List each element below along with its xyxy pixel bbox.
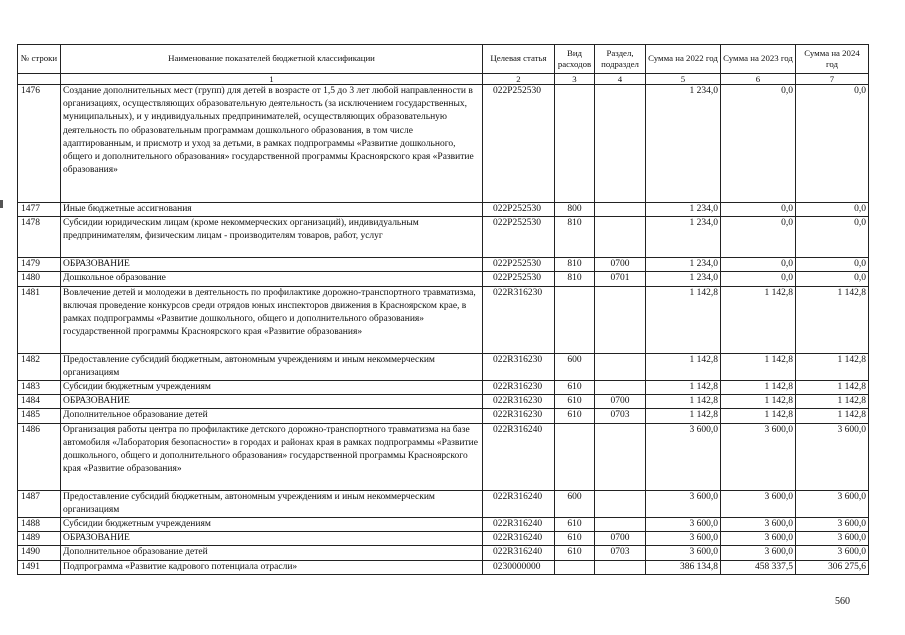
row-sum-2023: 0,0	[721, 258, 796, 272]
row-sum-2023: 1 142,8	[721, 353, 796, 380]
table-row	[18, 353, 869, 380]
row-sum-2022: 1 234,0	[646, 85, 721, 203]
row-sum-2024: 3 600,0	[796, 490, 869, 517]
row-sum-2024: 1 142,8	[796, 286, 869, 353]
table-row	[18, 395, 869, 409]
row-name: ОБРАЗОВАНИЕ	[61, 258, 483, 272]
row-razdel	[595, 85, 646, 203]
table-row	[18, 560, 869, 574]
table-row	[18, 272, 869, 286]
table-row	[18, 381, 869, 395]
col-number: 7	[796, 74, 869, 85]
page-number: 560	[835, 596, 850, 607]
table-row	[18, 286, 869, 353]
row-razdel	[595, 423, 646, 490]
row-sum-2023: 3 600,0	[721, 518, 796, 532]
table-row	[18, 490, 869, 517]
row-name: Создание дополнительных мест (групп) для детей в возрасте от 1,5 до 3 лет любой направленности в организациях, осуществляющих образовательную деятельность (за исключением государственных, муниципальных), и у индивидуальных предпринимателей, осуществляющих образовательную деятельность по образовательным программам дошкольного образования, в том числе адаптированным, и присмотр и уход за детьми, в рамках подпрограммы «Развитие дошкольного, общего и дополнительного образования» государственной программы Красноярского края «Развитие образования»	[61, 85, 483, 203]
row-sum-2023: 0,0	[721, 85, 796, 203]
row-name: Дополнительное образование детей	[61, 409, 483, 423]
row-target-code: 022R316230	[483, 286, 555, 353]
row-razdel	[595, 203, 646, 217]
row-sum-2024: 3 600,0	[796, 532, 869, 546]
row-sum-2022: 3 600,0	[646, 518, 721, 532]
row-target-code: 022R316240	[483, 490, 555, 517]
row-sum-2023: 0,0	[721, 203, 796, 217]
row-sum-2022: 3 600,0	[646, 546, 721, 560]
row-name: Субсидии бюджетным учреждениям	[61, 381, 483, 395]
col-number: 2	[483, 74, 555, 85]
table-row	[18, 258, 869, 272]
row-sum-2022: 3 600,0	[646, 490, 721, 517]
row-name: Иные бюджетные ассигнования	[61, 203, 483, 217]
row-sum-2022: 3 600,0	[646, 532, 721, 546]
row-razdel	[595, 490, 646, 517]
row-sum-2022: 1 142,8	[646, 409, 721, 423]
margin-mark	[0, 200, 3, 208]
row-target-code: 022R316230	[483, 353, 555, 380]
row-name: Вовлечение детей и молодежи в деятельность по профилактике дорожно-транспортного травматизма, включая проведение конкурсов среди отрядов юных инспекторов движения в Красноярском крае, в рамках подпрограммы «Развитие дошкольного, общего и дополнительного образования» государственной программы Красноярского края «Развитие образования»	[61, 286, 483, 353]
row-number: 1479	[18, 258, 61, 272]
row-target-code: 022R316240	[483, 423, 555, 490]
row-target-code: 022P252530	[483, 217, 555, 258]
row-target-code: 022R316230	[483, 395, 555, 409]
row-razdel: 0703	[595, 546, 646, 560]
col-number: 6	[721, 74, 796, 85]
row-name: Предоставление субсидий бюджетным, автономным учреждениям и иным некоммерческим организациям	[61, 353, 483, 380]
row-sum-2022: 1 234,0	[646, 203, 721, 217]
col-number: 1	[61, 74, 483, 85]
row-sum-2024: 1 142,8	[796, 395, 869, 409]
row-razdel	[595, 560, 646, 574]
row-target-code: 022P252530	[483, 258, 555, 272]
table-row	[18, 409, 869, 423]
row-sum-2022: 3 600,0	[646, 423, 721, 490]
header-sum-2022: Сумма на 2022 год	[646, 45, 721, 74]
row-sum-2024: 0,0	[796, 85, 869, 203]
row-vid: 610	[555, 518, 595, 532]
col-number	[18, 74, 61, 85]
table-row	[18, 203, 869, 217]
row-vid	[555, 286, 595, 353]
row-target-code: 022P252530	[483, 272, 555, 286]
row-sum-2022: 1 234,0	[646, 272, 721, 286]
row-number: 1482	[18, 353, 61, 380]
table-row	[18, 532, 869, 546]
row-target-code: 022P252530	[483, 85, 555, 203]
header-target: Целевая статья	[483, 45, 555, 74]
row-vid	[555, 560, 595, 574]
row-sum-2023: 1 142,8	[721, 409, 796, 423]
row-number: 1486	[18, 423, 61, 490]
row-sum-2024: 3 600,0	[796, 423, 869, 490]
row-vid: 800	[555, 203, 595, 217]
row-number: 1481	[18, 286, 61, 353]
row-sum-2023: 3 600,0	[721, 546, 796, 560]
row-name: Предоставление субсидий бюджетным, автономным учреждениям и иным некоммерческим организациям	[61, 490, 483, 517]
row-sum-2022: 386 134,8	[646, 560, 721, 574]
table-row	[18, 518, 869, 532]
column-numbers-row	[18, 74, 869, 85]
row-razdel: 0700	[595, 395, 646, 409]
row-target-code: 0230000000	[483, 560, 555, 574]
row-number: 1478	[18, 217, 61, 258]
row-number: 1484	[18, 395, 61, 409]
header-razdel: Раздел, подраздел	[595, 45, 646, 74]
row-razdel: 0703	[595, 409, 646, 423]
row-razdel: 0701	[595, 272, 646, 286]
row-razdel	[595, 217, 646, 258]
table-row	[18, 217, 869, 258]
col-number: 4	[595, 74, 646, 85]
row-vid: 810	[555, 272, 595, 286]
row-sum-2024: 3 600,0	[796, 518, 869, 532]
row-number: 1489	[18, 532, 61, 546]
row-vid: 600	[555, 353, 595, 380]
row-target-code: 022R316240	[483, 518, 555, 532]
row-number: 1477	[18, 203, 61, 217]
row-target-code: 022P252530	[483, 203, 555, 217]
row-sum-2022: 1 142,8	[646, 395, 721, 409]
row-sum-2023: 0,0	[721, 272, 796, 286]
table-row	[18, 423, 869, 490]
row-target-code: 022R316240	[483, 546, 555, 560]
row-number: 1491	[18, 560, 61, 574]
row-name: ОБРАЗОВАНИЕ	[61, 532, 483, 546]
row-vid: 610	[555, 409, 595, 423]
row-name: Дошкольное образование	[61, 272, 483, 286]
row-sum-2022: 1 142,8	[646, 381, 721, 395]
row-sum-2024: 0,0	[796, 272, 869, 286]
table-row	[18, 546, 869, 560]
row-razdel	[595, 381, 646, 395]
row-number: 1476	[18, 85, 61, 203]
row-sum-2023: 458 337,5	[721, 560, 796, 574]
row-sum-2024: 1 142,8	[796, 409, 869, 423]
row-number: 1480	[18, 272, 61, 286]
row-sum-2023: 3 600,0	[721, 490, 796, 517]
row-sum-2024: 0,0	[796, 258, 869, 272]
row-name: Организация работы центра по профилактике детского дорожно-транспортного травматизма на базе автомобиля «Лаборатория безопасности» в городах и районах края в рамках подпрограммы «Развитие дошкольного, общего и дополнительного образования» государственной программы Красноярского края «Развитие образования»	[61, 423, 483, 490]
row-name: Дополнительное образование детей	[61, 546, 483, 560]
row-target-code: 022R316240	[483, 532, 555, 546]
row-razdel: 0700	[595, 532, 646, 546]
row-target-code: 022R316230	[483, 381, 555, 395]
row-razdel	[595, 286, 646, 353]
row-sum-2024: 0,0	[796, 217, 869, 258]
row-vid: 610	[555, 395, 595, 409]
header-row	[18, 45, 869, 74]
row-sum-2024: 306 275,6	[796, 560, 869, 574]
row-name: ОБРАЗОВАНИЕ	[61, 395, 483, 409]
row-vid: 610	[555, 381, 595, 395]
budget-table	[17, 44, 869, 575]
row-vid	[555, 85, 595, 203]
row-vid: 610	[555, 532, 595, 546]
row-sum-2022: 1 234,0	[646, 258, 721, 272]
row-sum-2024: 0,0	[796, 203, 869, 217]
row-vid: 600	[555, 490, 595, 517]
table-row	[18, 85, 869, 203]
row-number: 1488	[18, 518, 61, 532]
row-number: 1483	[18, 381, 61, 395]
row-razdel: 0700	[595, 258, 646, 272]
row-razdel	[595, 518, 646, 532]
row-target-code: 022R316230	[483, 409, 555, 423]
table-body	[18, 85, 869, 575]
row-vid: 810	[555, 217, 595, 258]
row-vid: 610	[555, 546, 595, 560]
row-sum-2024: 1 142,8	[796, 381, 869, 395]
row-number: 1485	[18, 409, 61, 423]
row-sum-2023: 1 142,8	[721, 381, 796, 395]
header-name: Наименование показателей бюджетной классификации	[61, 45, 483, 74]
row-number: 1487	[18, 490, 61, 517]
col-number: 5	[646, 74, 721, 85]
header-sum-2023: Сумма на 2023 год	[721, 45, 796, 74]
header-sum-2024: Сумма на 2024 год	[796, 45, 869, 74]
row-sum-2024: 3 600,0	[796, 546, 869, 560]
row-number: 1490	[18, 546, 61, 560]
row-sum-2023: 3 600,0	[721, 423, 796, 490]
row-razdel	[595, 353, 646, 380]
row-vid: 810	[555, 258, 595, 272]
row-sum-2022: 1 142,8	[646, 353, 721, 380]
col-number: 3	[555, 74, 595, 85]
row-sum-2022: 1 142,8	[646, 286, 721, 353]
header-row-no: № строки	[18, 45, 61, 74]
row-sum-2024: 1 142,8	[796, 353, 869, 380]
row-sum-2023: 1 142,8	[721, 286, 796, 353]
row-vid	[555, 423, 595, 490]
header-vid: Вид расходов	[555, 45, 595, 74]
row-sum-2023: 0,0	[721, 217, 796, 258]
row-sum-2022: 1 234,0	[646, 217, 721, 258]
row-sum-2023: 3 600,0	[721, 532, 796, 546]
row-name: Субсидии бюджетным учреждениям	[61, 518, 483, 532]
row-name: Подпрограмма «Развитие кадрового потенциала отрасли»	[61, 560, 483, 574]
row-sum-2023: 1 142,8	[721, 395, 796, 409]
row-name: Субсидии юридическим лицам (кроме некоммерческих организаций), индивидуальным предпринимателям, физическим лицам - производителям товаров, работ, услуг	[61, 217, 483, 258]
